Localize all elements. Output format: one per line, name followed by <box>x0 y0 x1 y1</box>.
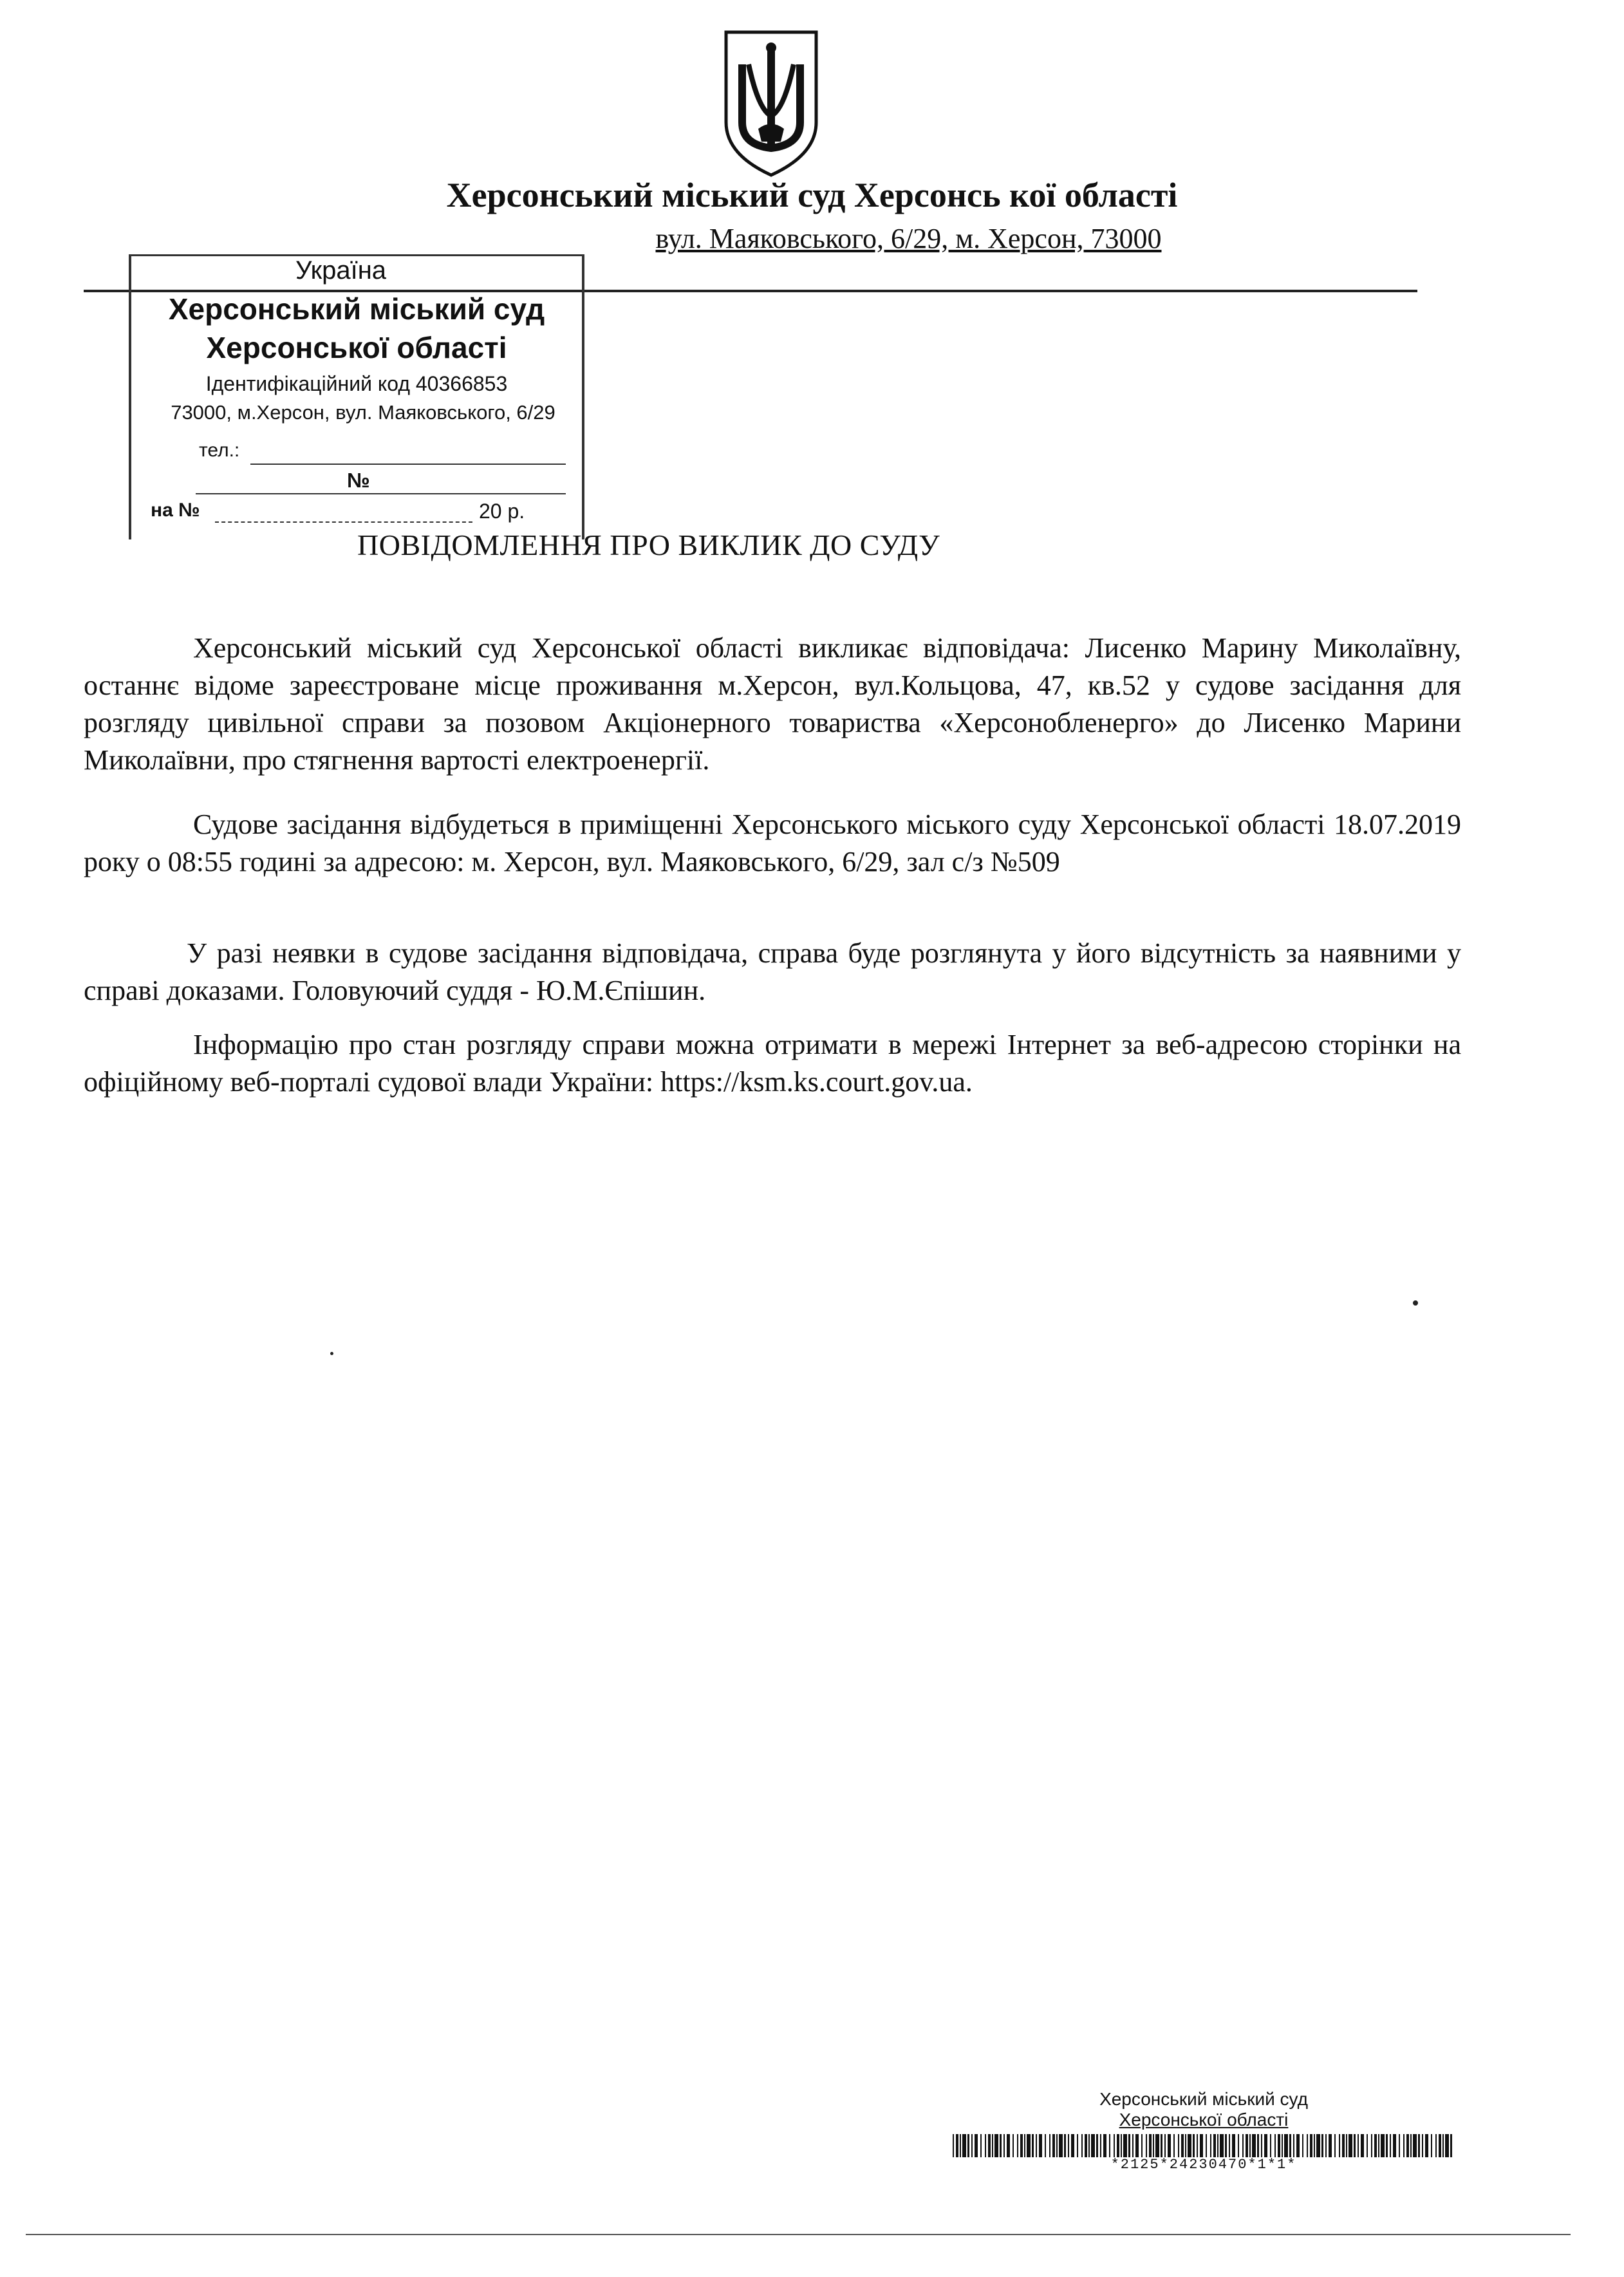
stamp-court-region: Херсонської області <box>206 331 507 364</box>
barcode-icon <box>953 2134 1455 2157</box>
notice-paragraph <box>84 935 1461 1009</box>
barcode-number: *2125*24230470*1*1* <box>1110 2157 1297 2173</box>
scan-speck <box>1413 1300 1418 1306</box>
notice-paragraph <box>84 630 1461 779</box>
notice-title: ПОВІДОМЛЕННЯ ПРО ВИКЛИК ДО СУДУ <box>357 529 940 561</box>
stamp-number-label: № <box>347 469 370 492</box>
scan-speck <box>330 1352 333 1355</box>
paragraph-text: У разі неявки в судове засідання відповідача, справа буде розглянута у його відсутність за наявними у справі доказами. Головуючий суддя - Ю.М.Єпішин. <box>84 937 1461 1006</box>
stamp-address: 73000, м.Херсон, вул. Маяковського, 6/29 <box>171 401 555 424</box>
stamp-tel-label: тел.: <box>199 440 240 461</box>
stamp-tel-line <box>250 464 566 465</box>
stamp-country: Україна <box>295 256 387 285</box>
stamp-ref-label: на № <box>151 500 200 521</box>
paragraph-text: Судове засідання відбудеться в приміщенні Херсонського міського суду Херсонської області 18.07.2019 року о 08:55 годині за адресою: м. Херсон, вул. Маяковського, 6/29, зал с/з №509 <box>84 809 1461 877</box>
stamp-id-code: Ідентифікаційний код 40366853 <box>205 372 508 395</box>
footer-stamp-line1: Херсонський міський суд <box>1099 2089 1308 2109</box>
court-title: Херсонський міський суд Херсонсь кої області <box>446 176 1178 214</box>
paragraph-text: Інформацію про стан розгляду справи можна отримати в мережі Інтернет за веб-адресою сторінки на офіційному веб-порталі судової влади України: https://ksm.ks.court.gov.ua. <box>84 1029 1461 1098</box>
stamp-number-line <box>196 493 566 494</box>
notice-paragraph <box>84 806 1461 881</box>
bottom-divider <box>26 2234 1571 2235</box>
trident-coat-of-arms-icon <box>713 26 829 180</box>
stamp-ref-line <box>215 521 472 523</box>
court-address: вул. Маяковського, 6/29, м. Херсон, 73000 <box>655 223 1162 254</box>
registration-stamp <box>129 254 584 539</box>
stamp-year-label: 20 р. <box>479 500 525 523</box>
paragraph-text: Херсонський міський суд Херсонської області викликає відповідача: Лисенко Марину Миколаївну, останнє відоме зареєстроване місце проживання м.Херсон, вул.Кольцова, 47, кв.52 у судове засідання для розгляду цивільної справи за позовом Акціонерного товариства «Херсонобленерго» до Лисенко Марини Миколаївни, про стягнення вартості електроенергії. <box>84 632 1461 776</box>
footer-court-stamp <box>946 2089 1461 2130</box>
stamp-court-name: Херсонський міський суд <box>168 292 545 326</box>
footer-stamp-line2: Херсонської області <box>1119 2110 1289 2130</box>
notice-paragraph <box>84 1026 1461 1101</box>
